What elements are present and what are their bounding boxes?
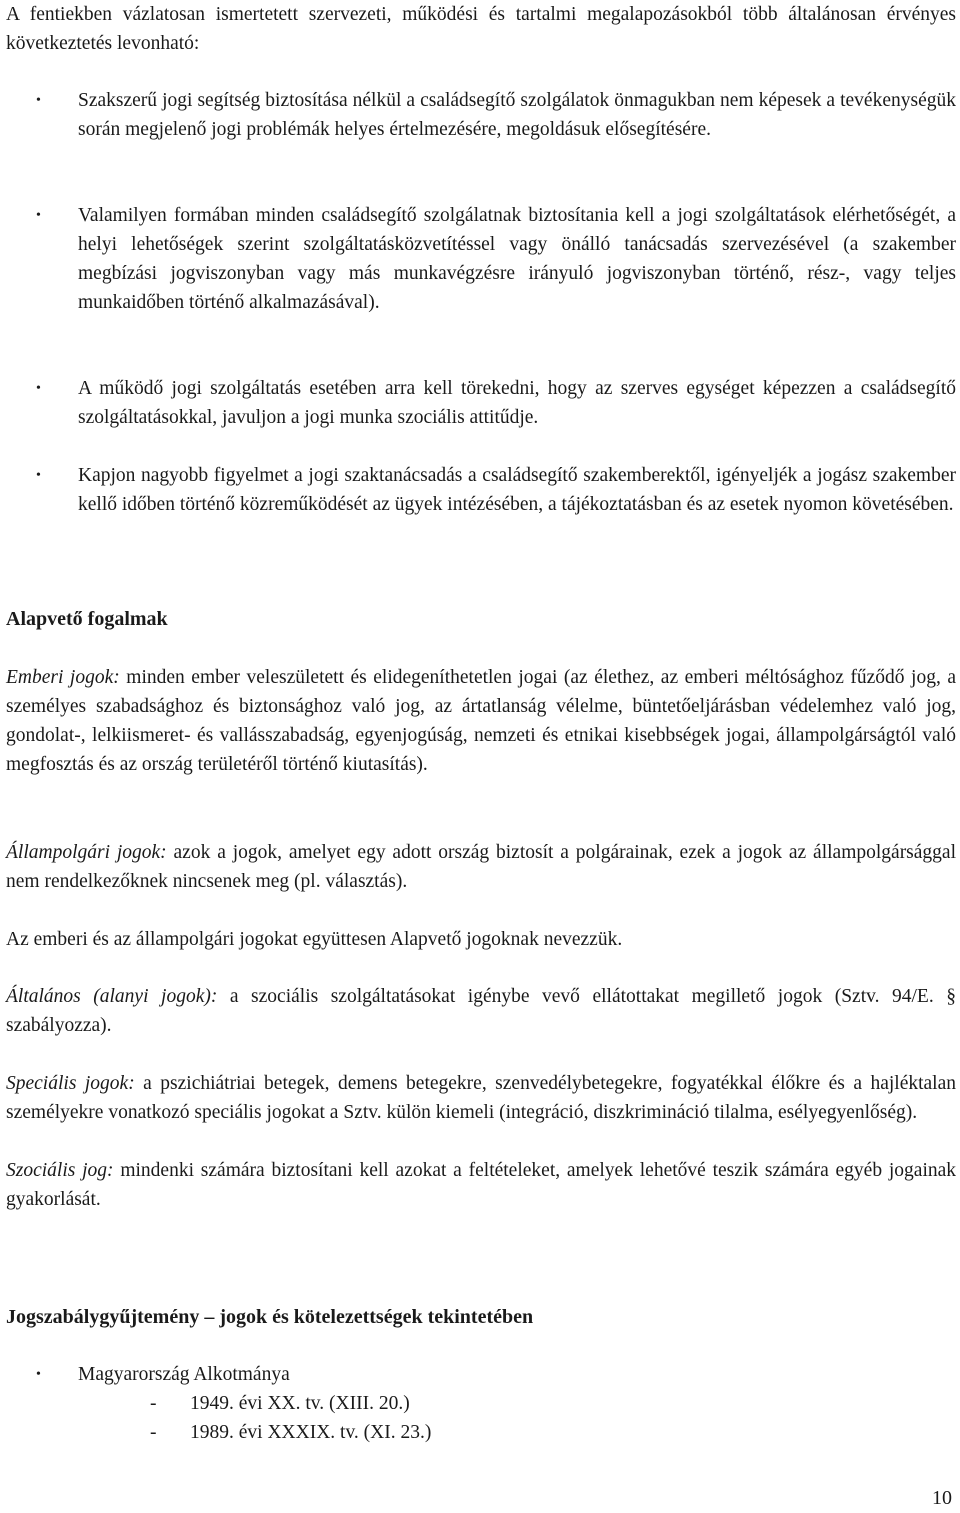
definition-social-right — [6, 1156, 956, 1214]
bullet-icon: • — [36, 1367, 41, 1382]
definition-term: Speciális jogok: — [6, 1073, 135, 1094]
definition-text: a szociális szolgáltatásokat igénybe vevő ellátottakat megillető jogok (Sztv. 94/E. § szabályozza). — [6, 986, 956, 1036]
bullet-icon: • — [36, 93, 41, 108]
intro-paragraph: A fentiekben vázlatosan ismertetett szervezeti, működési és tartalmi megalapozásokból több általánosan érvényes következtetés levonható: — [6, 4, 956, 54]
definition-fundamental-rights — [6, 925, 956, 954]
list-item-text: Magyarország Alkotmánya — [78, 1364, 290, 1385]
list-item-text: A működő jogi szolgáltatás esetében arra kell törekedni, hogy az szerves egységet képezzen a családsegítő szolgáltatásokkal, javuljon a jogi munka szociális attitűdje. — [78, 378, 956, 428]
definition-term: Állampolgári jogok: — [6, 842, 167, 863]
list-item — [36, 1360, 290, 1389]
definition-civil-rights — [6, 838, 956, 896]
definition-text: minden ember veleszületett és elidegeníthetetlen jogai (az élethez, az emberi méltósághoz fűződő jog, a személyes szabadsághoz és biztonsághoz való jog, az ártatlanság vélelme, büntetőeljárásban védelemhez való jog, gondolat-, lelkiismeret- és vallásszabadság, egyenjogúság, nemzeti és etnikai kisebbségek jogai, állampolgárságtól való megfosztás és az ország területéről történő kiutasítás). — [6, 667, 957, 775]
definition-term: Szociális jog: — [6, 1160, 114, 1181]
list-item — [36, 374, 956, 432]
definition-term: Emberi jogok: — [6, 667, 120, 688]
dash-icon: - — [150, 1393, 157, 1414]
section-heading-legislation: Jogszabálygyűjtemény – jogok és kötelezettségek tekintetében — [6, 1306, 534, 1328]
bullet-icon: • — [36, 468, 41, 483]
list-item — [36, 86, 956, 144]
list-item-text: Kapjon nagyobb figyelmet a jogi szaktanácsadás a családsegítő szakemberektől, igényeljék a jogász szakember kellő időben történő közreműködését az ügyek intézésében, a tájékoztatásban és az esetek nyomon követésében. — [78, 465, 956, 515]
definition-text: azok a jogok, amelyet egy adott ország biztosít a polgárainak, ezek a jogok az állampolgársággal nem rendelkezőknek nincsenek meg (pl. választás). — [6, 842, 956, 892]
definition-text: a pszichiátriai betegek, demens betegekre, szenvedélybetegekre, fogyatékkal élőkre és a hajléktalan személyekre vonatkozó speciális jogokat a Sztv. külön kiemeli (integráció, diszkrimináció tilalma, esélyegyenlőség). — [6, 1073, 956, 1123]
list-item — [36, 201, 956, 317]
list-item-text: Szakszerű jogi segítség biztosítása nélkül a családsegítő szolgálatok önmagukban nem képesek a tevékenységük során megjelenő jogi problémák helyes értelmezésére, megoldásuk elősegítésére. — [78, 90, 956, 140]
definition-text: mindenki számára biztosítani kell azokat a feltételeket, amelyek lehetővé teszik számára egyéb jogainak gyakorlását. — [6, 1160, 957, 1210]
definition-text: Az emberi és az állampolgári jogokat együttesen Alapvető jogoknak nevezzük. — [6, 929, 623, 950]
definition-term: Általános (alanyi jogok): — [6, 986, 218, 1007]
section-heading-basic-concepts: Alapvető fogalmak — [6, 608, 168, 630]
definition-special-rights — [6, 1069, 956, 1127]
dash-icon: - — [150, 1422, 157, 1443]
sub-list-item-text: 1989. évi XXXIX. tv. (XI. 23.) — [190, 1422, 432, 1443]
sub-list-item-text: 1949. évi XX. tv. (XIII. 20.) — [190, 1393, 410, 1414]
page-number: 10 — [932, 1487, 952, 1509]
list-item — [36, 461, 956, 519]
bullet-icon: • — [36, 208, 41, 223]
bullet-icon: • — [36, 381, 41, 396]
definition-human-rights — [6, 663, 956, 779]
list-item-text: Valamilyen formában minden családsegítő szolgálatnak biztosítania kell a jogi szolgáltatások elérhetőségét, a helyi lehetőségek szerint szolgáltatásközvetítéssel vagy önálló tanácsadás szervezésével (a szakember megbízási jogviszonyban vagy más munkavégzésre irányuló jogviszonyban történő, rész-, vagy teljes munkaidőben történő alkalmazásával). — [78, 205, 956, 313]
definition-general-rights — [6, 982, 956, 1040]
